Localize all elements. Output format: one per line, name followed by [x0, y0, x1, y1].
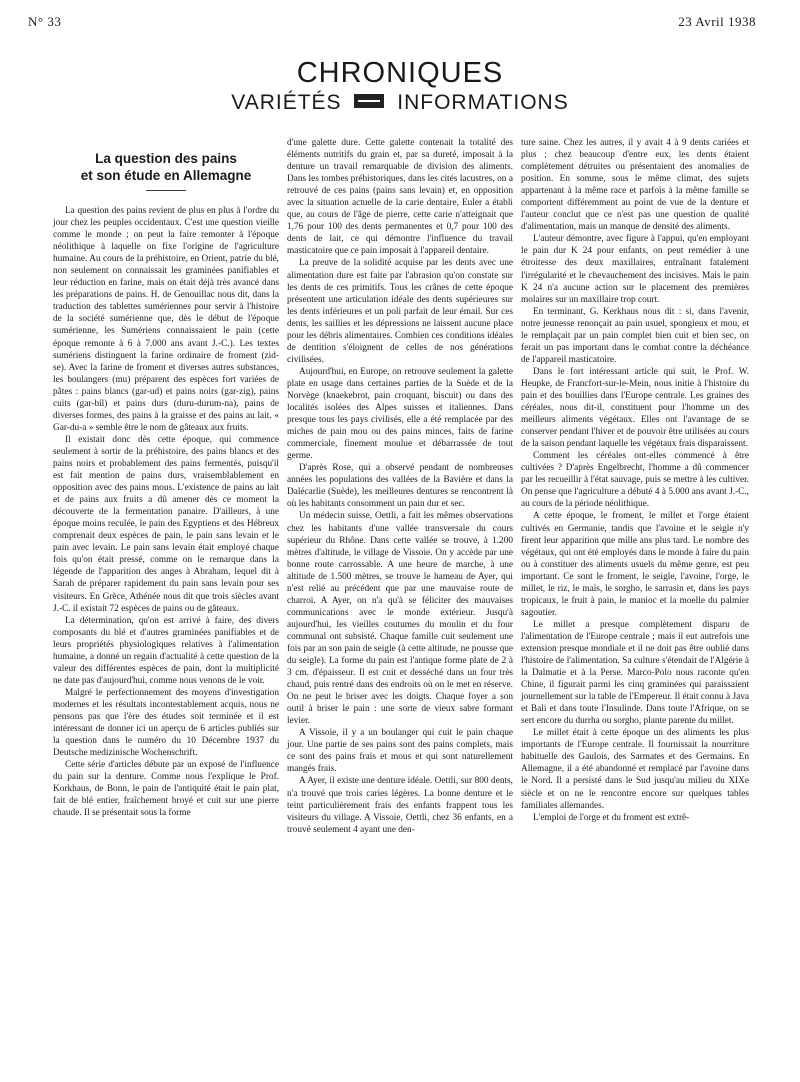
column-2	[287, 137, 513, 836]
paragraph: D'après Rose, qui a observé pendant de nombreuses années les populations des vallées de la Bavière et dans la Dalécarlie (Suède), les meilleures dentures se rencontrent là où les habitants consomment un pain dur et sec.	[287, 463, 513, 510]
masthead-subtitle	[0, 90, 800, 116]
paragraph: En terminant, G. Kerkhaus nous dit : si, dans l'avenir, notre jeunesse renonçait au pain usuel, spongieux et mou, et le remplaçait par un pain complet bien cuit et bien sec, on ferait un pas important dans le combat contre la déchéance de l'appareil masticatoire.	[521, 306, 749, 365]
paragraph: Dans le fort intéressant article qui suit, le Prof. W. Heupke, de Francfort-sur-le-Mein, nous initie à l'histoire du pain et des bouillies dans l'Europe centrale. Les graines des céréales, nous dit-il, constituent pour l'homme un des meilleurs aliments végétaux. Elles ont l'avantage de se conserver pendant l'hiver et de pouvoir être utilisées au cours de la saison pendant laquelle les végétaux frais disparaissent.	[521, 366, 749, 450]
paragraph: Il existait donc dès cette époque, qui commence seulement à sortir de la préhistoire, des pains blancs et des pains noirs et probablement des pains fermentés, puisqu'il est fait mention de pains durs, vraisemblablement en opposition avec des pains mous. L'existence de pains au lait et de pains aux fruits a dû amener dès ce moment la découverte de la fermentation panaire. D'ailleurs, à une époque moins reculée, le pain des Egyptiens et des Hébreux comprenait deux espèces de pain, le pain sans levain et le pain avec levain. Le pain sans levain était employé chaque fois qu'on était pressé, comme on le remarque dans la légende de l'apparition des anges à Abraham, lequel dit à Sarah de préparer rapidement du pain sans levain pour ses visiteurs. En Grèce, Athénée nous dit que trois siècles avant J.-C. il existait 72 espèces de pains ou de gâteaux.	[53, 434, 279, 614]
paragraph: Un médecin suisse, Oettli, a fait les mêmes observations chez les habitants d'une vallée transversale du cours supérieur du Rhône. Dans cette vallée se trouve, à 1.200 mètres d'altitude, le village de Vissoie. On y accède par une bonne route carrossable. A une heure de marche, à une altitude de 1.500 mètres, se trouve le hameau de Ayer, qui n'est relié au précédent que par une mauvaise route de charroi. A Ayer, on n'a qu'à se féliciter des mauvaises communications avec le monde extérieur. Jusqu'à aujourd'hui, les vieilles coutumes du moulin et du four communal ont subsisté. Chaque famille cuit seulement une fois par an son pain de seigle (à cette altitude, ne pousse que du seigle). La forme du pain est l'antique forme plate de 2 à 3 cm. d'épaisseur. Il est cuit et desséché dans un four très chaud, puis rentré dans des endroits où on le met en réserve. On ne peut le briser avec les doigts. Chaque foyer a son outil à briser le pain : une sorte de vieux sabre formant levier.	[287, 511, 513, 727]
paragraph: Cette série d'articles débute par un exposé de l'influence du pain sur la denture. Comme nous l'explique le Prof. Korkhaus, de Bonn, le pain de l'antiquité était le pain plat, fait de blé entier, fraîchement broyé et cuit sur une pierre chaude. Il se présentait sous la forme	[53, 760, 279, 819]
paragraph: La preuve de la solidité acquise par les dents avec une alimentation dure est faite par l'abrasion qu'on constate sur les dents de ces primitifs. Tous les crânes de cette époque présentent une articulation idéale des dents supérieures sur les dents inférieures et un poli parfait de leur émail. Sur ces dents, les saillies et les dépressions ne laissent aucune place pour les débris alimentaires. Combien ces conditions idéales de dentition s'éloignent de celles de nos générations civilisées.	[287, 258, 513, 365]
paragraph: Le millet a presque complètement disparu de l'alimentation de l'Europe centrale ; mais il eut autrefois une extension presque mondiale et il ne doit pas être oublié dans l'histoire de l'alimentation. Sa culture s'étendait de l'Algérie à la Dalmatie et à la Perse. Marco-Polo nous raconte qu'en Chine, il figurait parmi les cinq graminées qui paraissaient journellement sur la table de l'Empereur. Il était connu à Java et Bali et dans toute l'Insulinde. Dans toute l'Afrique, on se sert encore du durrha ou sorgho, plante parente du millet.	[521, 619, 749, 727]
masthead-left: VARIÉTÉS	[231, 91, 342, 114]
paragraph: ture saine. Chez les autres, il y avait 4 à 9 dents cariées et plus ; chez beaucoup d'entre eux, les dents étaient complètement détruites ou présentaient des anomalies de position. En somme, sous le même climat, des sujets appartenant à la même race et parfois à la même famille se comportent différemment au point de vue de la denture et l'auteur conclut que ce n'est pas une question de qualité d'alimentation, mais un manque de densité des aliments.	[521, 138, 749, 233]
paragraph: La détermination, qu'on est arrivé à faire, des divers composants du blé et d'autres graminées panifiables et de leurs propriétés physiologiques relatives à l'alimentation humaine, a donné un regain d'actualité à cette question de la valeur des différentes espèces de pain, dont la multiplicité ne date pas d'aujourd'hui, comme nous venons de le voir.	[53, 615, 279, 686]
column-3	[521, 137, 749, 824]
article-title-line-1: La question des pains	[95, 151, 237, 166]
paragraph: Comment les céréales ont-elles commencé à être cultivées ? D'après Engelbrecht, l'homme a dû commencer par les recueillir à l'état sauvage, puis se mettre à les cultiver. On pense que l'agriculture a débuté 4 à 5.000 ans avant J.-C., au cours de la période néolithique.	[521, 451, 749, 510]
column-1	[53, 136, 279, 819]
paragraph: La question des pains revient de plus en plus à l'ordre du jour chez les peuples occidentaux. C'est une question vieille comme le monde ; on peut la faire remonter à l'époque néolithique à laquelle on fixe l'origine de l'agriculture humaine. Au cours de la préhistoire, en Orient, patrie du blé, non seulement on connaissait les graminées panifiables et leur réduction en farine, mais on était déjà très avancé dans les préparations de pains. H. de Genouillac nous dit, dans la traduction des tablettes sumériennes pour servir à l'histoire de la société sumérienne que, dès le début de l'époque sumérienne, les Sumériens connaissaient le pain (cette époque remonte à 6 à 7.000 ans avant J.-C.). Les textes sumériens distinguent la farine ordinaire de froment (zid-se). Avec la farine de froment et diverses autres substances, les boulangers (mu) préparent des espèces fort variées de pâtes : pains blancs (gar-ud) et pains noirs (gar-zig), pains cuits (gar-bil) et pains durs (duru-durum-na), pains de diverses formes, des pains à la graisse et des pains au lait. « Gar-du-a » semble être le nom de gâteaux aux fruits.	[53, 206, 279, 433]
issue-date: 23 Avril 1938	[678, 14, 756, 29]
paragraph: d'une galette dure. Cette galette contenait la totalité des éléments nutritifs du grain et, par sa dureté, imposait à la denture un travail remarquable de division des aliments. Dans les tombes préhistoriques, dans les cités lacustres, on a retrouvé de ces pains (pains sans levain) et, en opposition avec la situation actuelle de la carie dentaire, Euler a établi que, au cours de l'âge de pierre, cette carie n'atteignait que 1,76 pour 100 des dents permanentes et 0,7 pour 100 des dents de lait, ce qui démontre l'influence du travail masticatoire que ce pain imposait à l'appareil dentaire.	[287, 138, 513, 257]
paragraph: L'auteur démontre, avec figure à l'appui, qu'en employant le pain dur K 24 pour enfants, on peut remédier à une étroitesse des deux maxillaires, entraînant fatalement l'irrégularité et le chevauchement des incisives. Mais le pain K 24 n'a aucune action sur le placement des premières molaires sur un maxillaire trop court.	[521, 234, 749, 305]
paragraph: Le millet était à cette époque un des aliments les plus importants de l'Europe centrale. Il fournissait la nourriture habituelle des Gaulois, des Sarmates et des Germains. En Allemagne, il a été abandonné et remplacé par l'avoine dans le Nord. Il a persisté dans le Sud jusqu'au milieu du XIXe siècle et on ne le rencontre encore sur quelques tables familiales allemandes.	[521, 728, 749, 811]
paragraph: A Ayer, il existe une denture idéale. Oettli, sur 800 dents, n'a trouvé que trois caries légères. La bonne denture et le teint particulièrement frais des enfants frappent tous les visiteurs du village. A Vissoie, Oettli, chez 36 enfants, en a trouvé seulement 4 ayant une den-	[287, 776, 513, 835]
paragraph: Malgré le perfectionnement des moyens d'investigation modernes et les résultats incontestablement acquis, nous ne pensons pas que l'ère des études soit terminée et il est intéressant de donner ici un aperçu de 6 articles publiés sur la question dans le numéro du 10 Décembre 1937 du Deutsche medizinische Wochenschrift.	[53, 687, 279, 759]
paragraph: L'emploi de l'orge et du froment est extrê-	[533, 812, 690, 823]
masthead-right: INFORMATIONS	[397, 91, 569, 114]
issue-number: N° 33	[28, 14, 62, 29]
masthead	[0, 58, 800, 116]
masthead-logo-icon	[354, 94, 384, 108]
paragraph: A Vissoie, il y a un boulanger qui cuit le pain chaque jour. Une partie de ses pains sont des pains complets, mais ce sont des pains frais et mous et qui sont naturellement mangés frais.	[287, 728, 513, 775]
article-title	[53, 150, 279, 184]
paragraph: A cette époque, le froment, le millet et l'orge étaient cultivés en Germanie, tandis que l'avoine et le seigle n'y firent leur apparition que mille ans plus tard. Le nombre des végétaux, qui ont été employés dans le monde à faire du pain ou à constituer des aliments usuels du même genre, est peu important. Ce sont le froment, le seigle, l'avoine, l'orge, le millet, le riz, le maïs, le sorgho, le sarrasin et, dans les pays tropicaux, le fruit à pain, le manioc et la moelle du palmier sagoutier.	[521, 511, 749, 618]
title-rule	[146, 190, 186, 191]
article-title-line-2: et son étude en Allemagne	[80, 168, 252, 183]
paragraph: Aujourd'hui, en Europe, on retrouve seulement la galette plate en usage dans certaines parties de la Suède et de la Norvège (knaekebrot, pain croquant, biscuit) ou dans des localités isolées des Alpes suisses et italiennes. Dans presque tous les pays civilisés, elle a été remplacée par des miches de pain mou ou des pains minces, faits de farine commerciale, finement moulue et débarrassée de tout germe.	[287, 366, 513, 462]
masthead-title: CHRONIQUES	[296, 57, 504, 89]
